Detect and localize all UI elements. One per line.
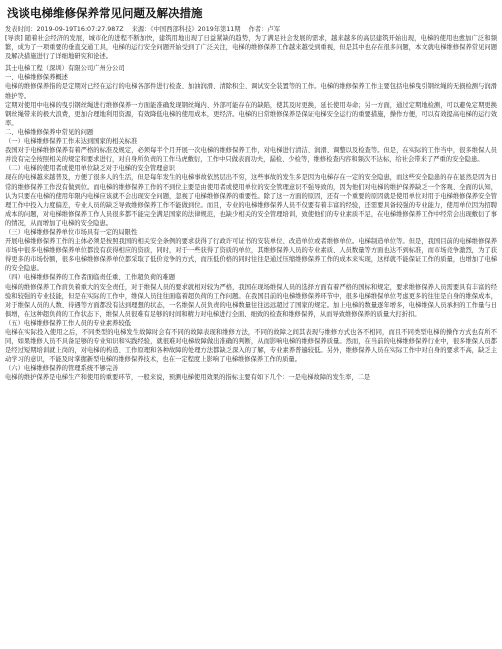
paragraph: 定期对使用中电梯的曳引钢丝绳进行维修保养一方面能准确发现钢丝绳内、外部可能存在的缺陷，使其及时更换，延长使用寿命；另一方面，通过定期地检测，可以避免定期更换钢丝绳带来的极大浪费，更加合理地利用资源，有效降低电梯的使用成本，更经济。电梯的日常维修保养是保证电梯安全运行的重要措施，操作方便，可以有效提高电梯的运行效率。 [5, 101, 497, 127]
article-title: 浅谈电梯维修保养常见问题及解决措施 [7, 6, 203, 20]
subsection-heading: （一）电梯维修保养工作未达到国家的相关标准 [5, 138, 138, 146]
subsection-heading: （二）电梯的使用者或使用单位缺乏对于电梯的安全管理意识 [5, 165, 176, 173]
section-heading: 一、电梯维修保养概述 [5, 74, 68, 82]
affiliation: 其士电梯工程（深圳）有限公司广州分公司 [5, 65, 125, 73]
paragraph: 我国对于电梯维修保养有着严格的标准及规定，必须每半个月开展一次电梯的维修保养工作，对电梯进行清洁、润滑、调整以及检查等。但是，在实际的工作当中，很多维保人员并没有完全按照相关的规定和要求进行，对自身所负责的工作马虎敷衍，工作中只做表面功夫，漏检、少检等，维修检查内容和频次不达标，给社会带来了严重的安全隐患。 [5, 147, 497, 164]
article-abstract: [导读] 随着社会经济的发展，城市化的进程不断加快，建筑用地出现了日益紧缺的趋势，为了满足社会发展的需求，越来越多的高层建筑开始出现，电梯的使用也愈加广泛和频繁，成为了一项重要的垂直交通工具，电梯的运行安全问题开始受到了广泛关注，电梯的维修保养工作越来越受到重视，但是其中也存在很多问题，本文就电梯维修保养常见问题及解决措施进行了详细地研究和论述。 [5, 35, 497, 61]
article-meta [5, 25, 497, 34]
subsection-heading: （四）电梯维修保养的工作者面临责任重、工作超负荷的难题 [5, 274, 176, 282]
subsection-heading: （六）电梯维修保养的管理系统不够完善 [5, 365, 119, 373]
paragraph: 开展电梯维修保养工作的主体必须是按照我国的相关安全条例的要求获得了行政许可证书的安装单位、改造单位或者维修单位。电梯制造单位等。但是，我国目前的电梯维修保养市场中很多电梯维修保养单位都没有获得相应的资质，同时，对于一些获得了资质的单位，其维修保养人员的专业素质、人员数量等方面也达不到标准，而市场竞争激烈，为了获得更多的市场份额，很多电梯维修保养单位都采取了低价竞争的方式，而压低价格的同时往往是通过压缩维修保养工作的成本来实现，这样就不能保证工作的质量，也增加了电梯的安全隐患。 [5, 238, 497, 273]
paragraph: 电梯的维修保养指的是定期对已经在运行的电梯各部件进行检查、加油润滑、清除积尘、调试安全装置等的工作。电梯的维修保养工作主要包括电梯曳引钢丝绳的无损检测与润滑维护等。 [5, 83, 497, 100]
section-heading: 二、电梯维修保养中常见的问题 [5, 128, 94, 136]
paragraph: 电梯的维修保养工作肩负着重大的安全责任，对于维保人员的要求就相对较为严格，我国在现场维保人员的选择方面有着严格的国标和规定，要求维修保养人员需要具有丰富的经验和较强的专业技能，但是在实际的工作中，维保人员往往面临着超负荷的工作问题。在我国目前的电梯维修保养环节中，很多电梯维保单位考虑更多的往往是自身的维保成本，对于维保人员的人数、待遇等方面都没有达到理想的状态，一名维保人员负责的电梯数量往往远远超过了国家的规定。加上电梯的数量逐年增多，电梯维保人员承担的工作量与日俱增，在这种超负荷的工作状态下，维保人员很难有足够的时间和精力对电梯进行全面、细致的检查和维修保养，从而导致维修保养的质量大打折扣。 [5, 283, 497, 318]
article-source: 来源：《中国西部科技》2019年第11期 [131, 26, 241, 33]
subsection-heading: （三）电梯维修保养单位市场具有一定的局限性 [5, 228, 138, 236]
paragraph: 电梯在实际投入使用之后，不同类型的电梯发生故障时会有不同的故障表现和维修方法，不同的故障之间其表现与维修方式也各不相同，而且不同类型电梯的操作方式也有所不同，如果维修人员不具备足够的专业知识和实践经验，就很难对电梯故障做出准确的判断，从而影响电梯的维修保养质量。然而，在当前的电梯维修保养行业中，很多维保人员都是经过短期培训就上岗的，对电梯的构造、工作原理和各种故障的处理方法都缺乏深入的了解，专业素养普遍较低。另外，维修保养人员在实际工作中对自身的要求不高，缺乏主动学习的意识，不能及时掌握新型电梯的维修保养技术，也在一定程度上影响了电梯维修保养工作的质量。 [5, 329, 497, 364]
paragraph: 现在的电梯越来越普及，方便了很多人的生活，但是每年发生的电梯事故依然层出不穷，这些事故的发生多是因为电梯存在一定的安全隐患，而这些安全隐患的存在显然是因为日常的维修保养工作没有做到位。而电梯的维修保养工作的不到位主要是由使用者或使用单位的安全管理意识不强导致的，因为他们对电梯的维护保养缺乏一个客观、全面的认知，认为只要在电梯的使用年限内电梯应该就不会出现安全问题，忽视了电梯维修保养的重要性。除了这一方面的原因，还有一个重要的原因就是使用单位对用于电梯维修保养安全管理工作中投入力度偏差，专业人员的缺乏导致维修保养工作不能做到位。而且，专业的电梯维修保养人员不仅要有着丰富的经验，还需要具备较强的专业能力，使用单位因为招聘成本的问题，对电梯维修保养工作人员很多都不能完全满足国家的法律规范，也缺少相关的安全管理培训，致使他们的专业素质不足，在电梯维修保养工作中经常会出现敷衍了事的情况，从而增加了电梯的安全隐患。 [5, 174, 497, 227]
publish-date: 发表时间：2019-09-19T16:07:27.987Z [5, 26, 124, 33]
article-author: 作者：卢军 [248, 26, 281, 33]
subsection-heading: （五）电梯维修保养工作人员的专业素养较低 [5, 319, 131, 327]
paragraph: 电梯的维护保养是电梯生产和使用的重要环节，一般来说，预测电梯使用效果的指标主要有如下几个：一是电梯故障的发生率，二是 [5, 374, 371, 382]
